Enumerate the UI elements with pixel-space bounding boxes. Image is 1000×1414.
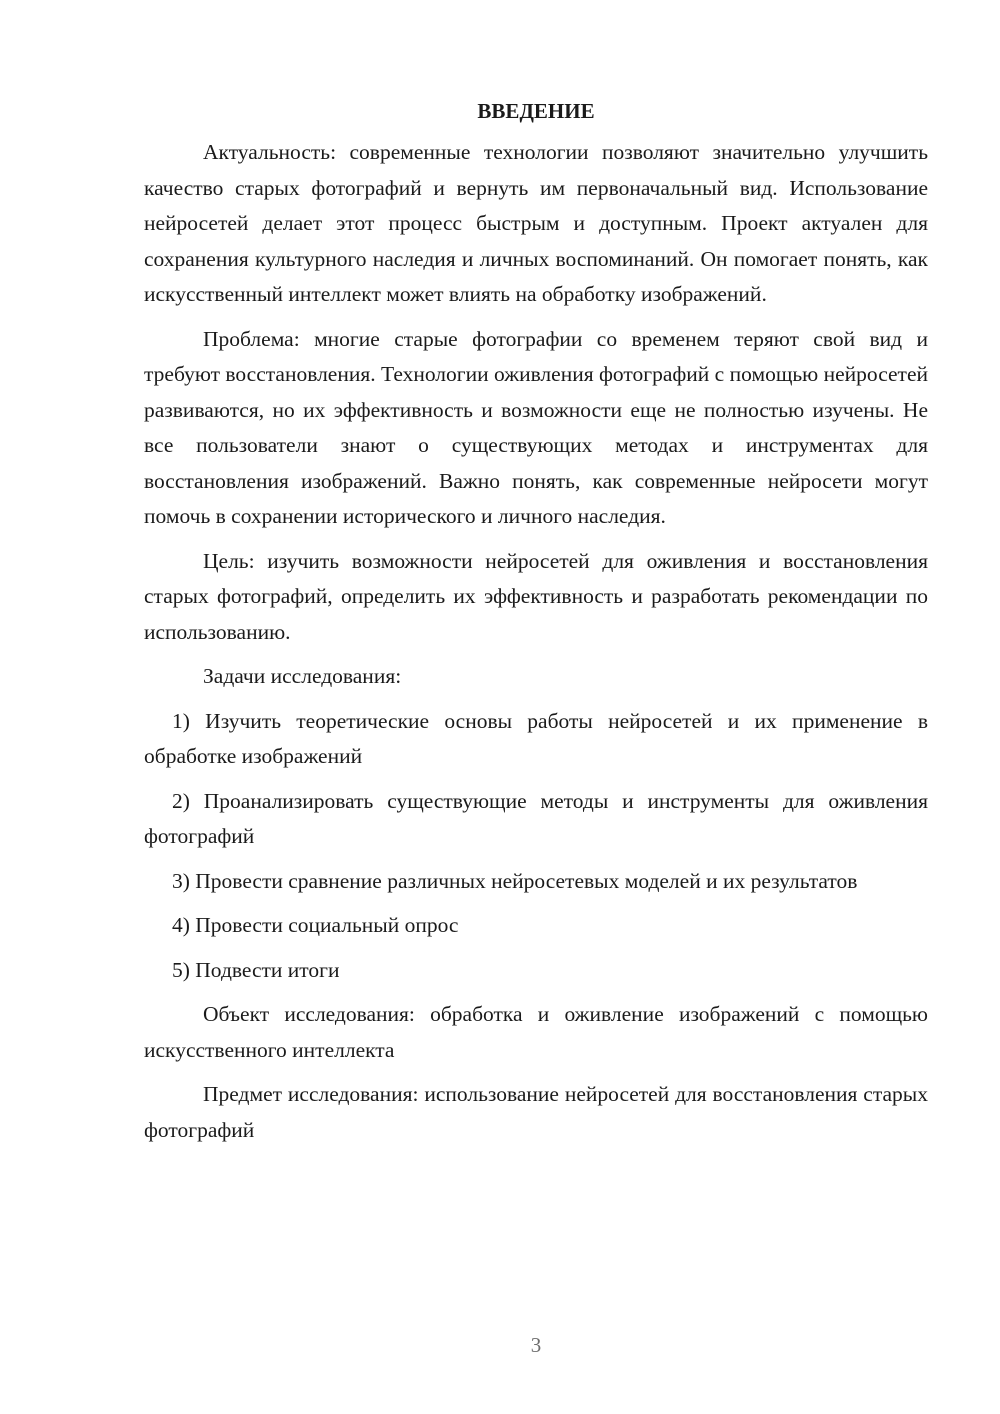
task-item-1: 1) Изучить теоретические основы работы нейросетей и их применение в обработке изображений (144, 708, 928, 768)
object-paragraph: Объект исследования: обработка и оживление изображений с помощью искусственного интеллекта (144, 1002, 928, 1062)
section-heading: ВВЕДЕНИЕ (477, 99, 595, 123)
task-item-4: 4) Провести социальный опрос (172, 913, 459, 937)
task-item-3: 3) Провести сравнение различных нейросетевых моделей и их результатов (172, 868, 858, 893)
page-number: 3 (530, 1333, 542, 1357)
relevance-paragraph: Актуальность: современные технологии позволяют значительно улучшить качество старых фотографий и вернуть им первоначальный вид. Использование нейросетей делает этот процесс быстрым и доступным. Проект актуален для сохранения культурного наследия и личных воспоминаний. Он помогает понять, как искусственный интеллект может влиять на обработку изображений. (144, 140, 928, 306)
page-content (144, 96, 928, 1157)
tasks-title: Задачи исследования: (203, 664, 402, 688)
problem-paragraph: Проблема: многие старые фотографии со временем теряют свой вид и требуют восстановления. Технологии оживления фотографий с помощью нейросетей развиваются, но их эффективность и возможности еще не полностью изучены. Не все пользователи знают о существующих методах и инструментах для восстановления изображений. Важно понять, как современные нейросети могут помочь в сохранении исторического и личного наследия. (144, 326, 928, 528)
goal-paragraph: Цель: изучить возможности нейросетей для оживления и восстановления старых фотографий, определить их эффективность и разработать рекомендации по использованию. (144, 548, 928, 644)
task-item-2: 2) Проанализировать существующие методы и инструменты для оживления фотографий (144, 788, 928, 848)
task-item-5: 5) Подвести итоги (172, 957, 340, 982)
subject-paragraph: Предмет исследования: использование нейросетей для восстановления старых фотографий (144, 1082, 928, 1142)
